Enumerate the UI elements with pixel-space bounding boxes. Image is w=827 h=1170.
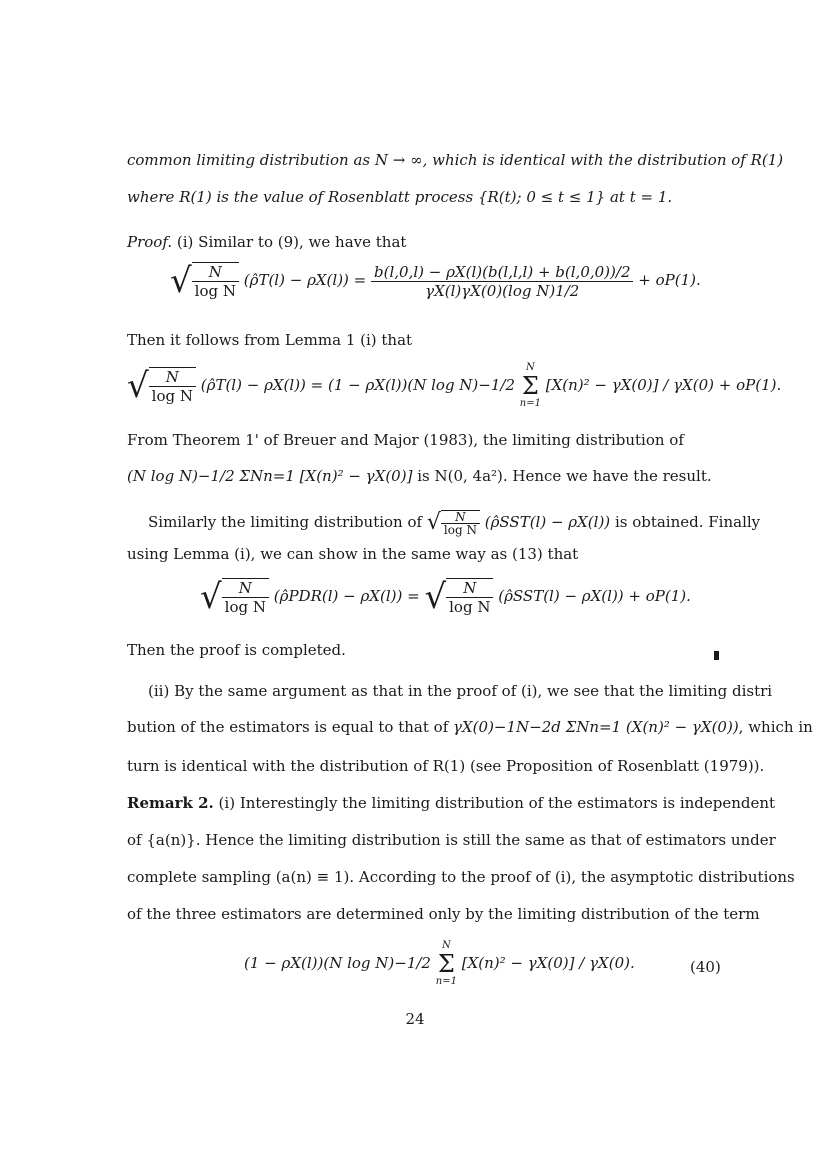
text-ii-1: (ii) By the same argument as that in the proof of (i), we see that the limiting distri bbox=[148, 682, 773, 700]
eq1-fraction: $\frac{b(l,0,l) - \rho X(l)(b(l,l,l) + b(l,0,0))/2}{\text{γX(l)γX(0)(log N)1/2}}$ bbox=[371, 263, 633, 300]
remark-line-2: of {a(n)}. Hence the limiting distribution is still the same as that of estimators under bbox=[127, 831, 776, 849]
text-ii-3: turn is identical with the distribution of R(1) (see Proposition of Rosenblatt (1979)). bbox=[127, 757, 765, 775]
sqrt-symbol: √ $\frac{N}{\text{log N}}$ bbox=[170, 262, 239, 300]
equation-number: (40) bbox=[690, 958, 721, 976]
sqrt-symbol: √ $\frac{N}{\text{log N}}$ bbox=[200, 578, 269, 616]
remark-label: Remark 2. bbox=[127, 794, 214, 812]
summation-symbol: N Σ n=1 bbox=[435, 940, 457, 987]
inline-expr-ii: γX(0)−1N−2d ΣNn=1 (X(n)² − γX(0)) bbox=[453, 718, 739, 736]
page-number: 24 bbox=[405, 1010, 425, 1028]
eq4-body: [X(n)² − γX(0)] / γX(0). bbox=[461, 954, 635, 972]
equation-1 bbox=[170, 262, 701, 300]
eq2-lhs: (ρ̂T(l) − ρX(l)) = (1 − ρX(l))(N log N)−1/2 bbox=[200, 376, 515, 394]
sqrt-symbol: √ $\frac{N}{\text{log N}}$ bbox=[427, 506, 480, 540]
eq2-body: [X(n)² − γX(0)] / γX(0) + oP(1). bbox=[545, 376, 782, 394]
sqrt-symbol: √ $\frac{N}{\text{log N}}$ bbox=[127, 367, 196, 405]
text-ii-2: bution of the estimators is equal to that of γX(0)−1N−2d ΣNn=1 (X(n)² − γX(0)), which in bbox=[127, 718, 813, 736]
proof-text: (i) Similar to (9), we have that bbox=[172, 233, 407, 251]
eq4-lhs: (1 − ρX(l))(N log N)−1/2 bbox=[244, 954, 431, 972]
text-line-2: where R(1) is the value of Rosenblatt process {R(t); 0 ≤ t ≤ 1} at t = 1. bbox=[127, 188, 673, 206]
eq3-rhs: (ρ̂SST(l) − ρX(l)) + oP(1). bbox=[498, 587, 691, 605]
equation-4 bbox=[244, 940, 635, 988]
eq1-lhs: (ρ̂T(l) − ρX(l)) = bbox=[243, 271, 367, 289]
proof-line bbox=[127, 232, 721, 252]
text-line-1: common limiting distribution as N → ∞, which is identical with the distribution of R(1) bbox=[127, 151, 784, 169]
text-similarly-2: using Lemma (i), we can show in the same way as (13) that bbox=[127, 545, 579, 563]
remark-line-4: of the three estimators are determined only by the limiting distribution of the term bbox=[127, 905, 760, 923]
text-similarly-1: Similarly the limiting distribution of √ $\frac{N}{\text{log N}}$ (ρ̂SST(l) − ρX(l)) is obtained. Finally bbox=[148, 506, 721, 540]
eq1-tail: + oP(1). bbox=[638, 271, 701, 289]
text-from-1: From Theorem 1' of Breuer and Major (1983), the limiting distribution of bbox=[127, 431, 684, 449]
proof-label: Proof. bbox=[127, 233, 173, 251]
inline-expr-sst: (ρ̂SST(l) − ρX(l)) bbox=[484, 513, 611, 531]
remark-line-1: Remark 2. (i) Interestingly the limiting distribution of the estimators is independent bbox=[127, 794, 776, 812]
qed-mark bbox=[714, 651, 719, 660]
sqrt-symbol: √ $\frac{N}{\text{log N}}$ bbox=[424, 578, 493, 616]
text-then-1: Then it follows from Lemma 1 (i) that bbox=[127, 331, 413, 349]
inline-expr-from: (N log N)−1/2 ΣNn=1 [X(n)² − γX(0)] bbox=[127, 467, 413, 485]
eq3-lhs: (ρ̂PDR(l) − ρX(l)) = bbox=[273, 587, 420, 605]
remark-line-3: complete sampling (a(n) ≡ 1). According to the proof of (i), the asymptotic distributions bbox=[127, 868, 795, 886]
equation-2 bbox=[127, 362, 781, 410]
summation-symbol: N Σ n=1 bbox=[519, 362, 541, 409]
equation-3 bbox=[200, 578, 691, 616]
text-then-2: Then the proof is completed. bbox=[127, 641, 346, 659]
text-from-2: (N log N)−1/2 ΣNn=1 [X(n)² − γX(0)] is N(0, 4a²). Hence we have the result. bbox=[127, 467, 712, 485]
